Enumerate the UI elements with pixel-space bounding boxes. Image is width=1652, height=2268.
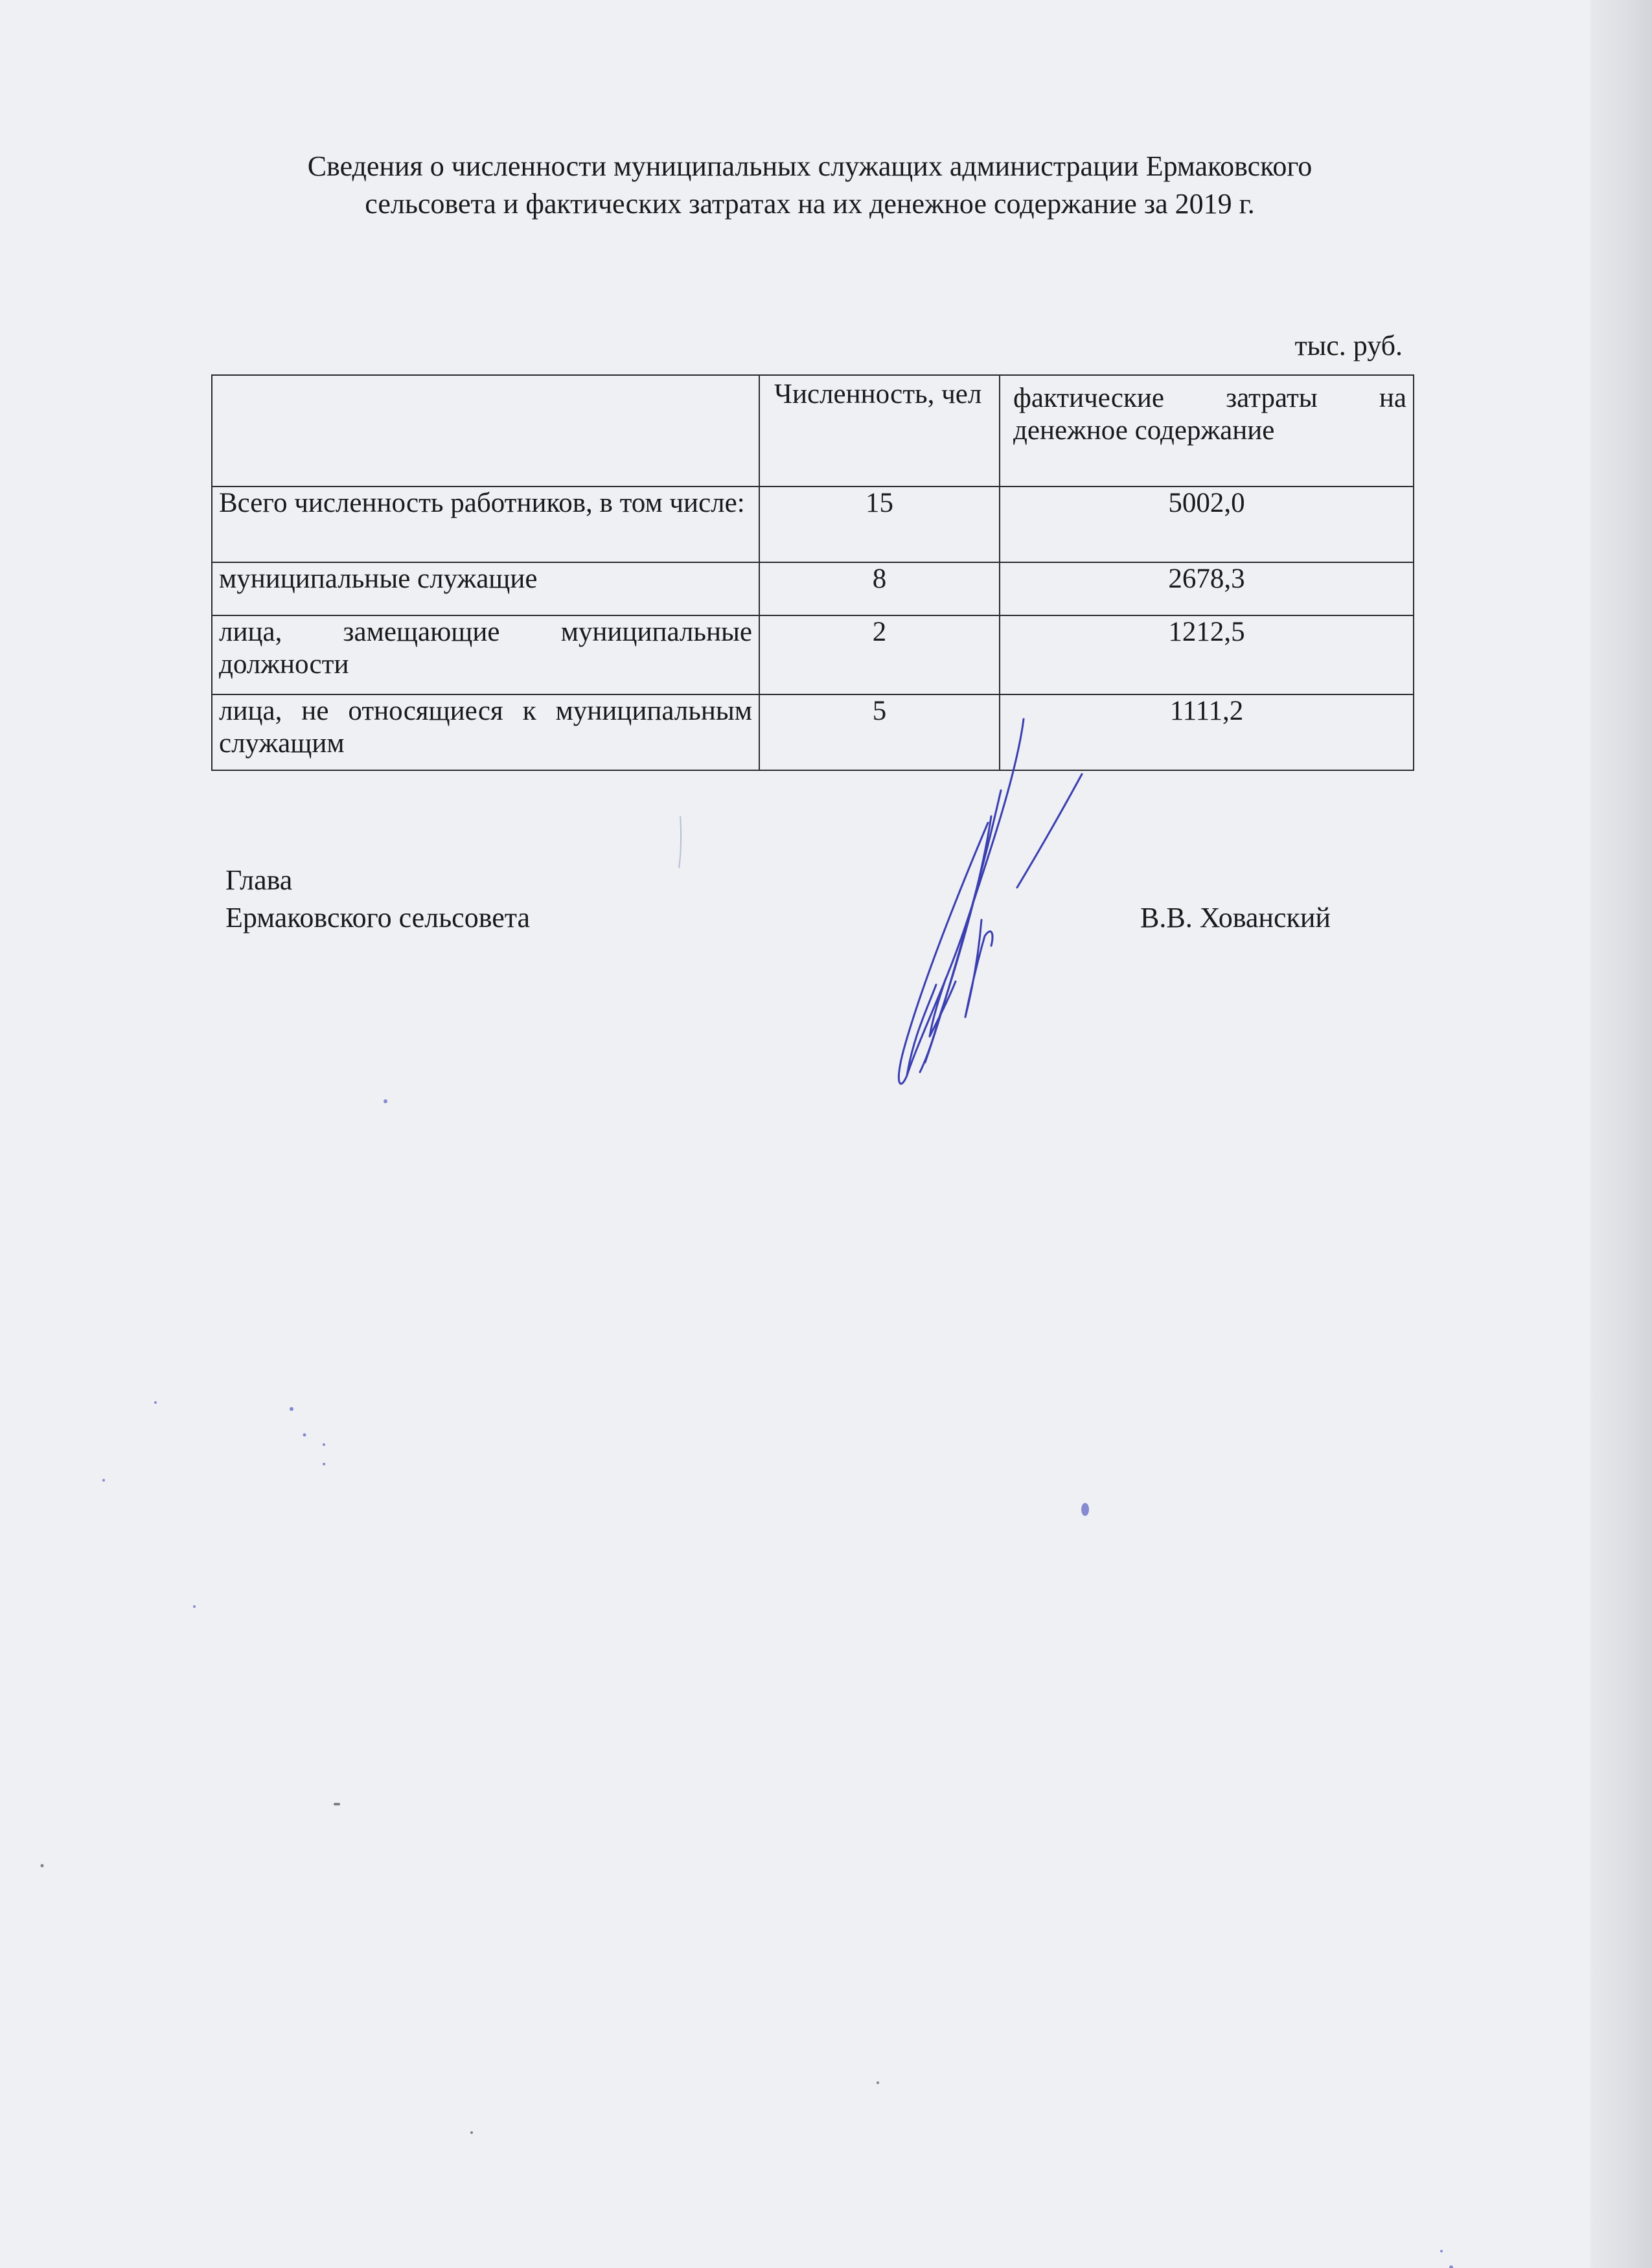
row-label: муниципальные служащие [212,562,759,615]
signatory-name: В.В. Хованский [1140,902,1331,934]
table-row-non-municipal [212,694,1414,770]
document-title [214,148,1406,223]
table-row-municipal-employees [212,562,1414,615]
row-count: 2 [759,615,1000,694]
table-row-municipal-positions [212,615,1414,694]
units-label: тыс. руб. [1294,330,1403,361]
signatory-position-line-1: Глава [225,864,293,896]
header-cost: фактические затраты на денежное содержание [1000,375,1414,487]
row-count: 5 [759,694,1000,770]
row-cost: 1212,5 [1000,615,1414,694]
row-cost: 5002,0 [1000,487,1414,562]
row-label: лица, не относящиеся к муниципальным служащим [212,694,759,770]
header-empty-cell [212,375,759,487]
page-edge-shadow [1590,0,1652,2268]
row-cost: 1111,2 [1000,694,1414,770]
table-header-row [212,375,1414,487]
document-title-line-1: Сведения о численности муниципальных служащих администрации Ермаковского [307,150,1313,182]
staff-cost-table [211,374,1414,771]
header-count: Численность, чел [759,375,1000,487]
row-count: 8 [759,562,1000,615]
handwritten-signature [868,713,1101,1088]
row-cost: 2678,3 [1000,562,1414,615]
signatory-position [225,862,530,937]
row-label: лица, замещающие муниципальные должности [212,615,759,694]
row-count: 15 [759,487,1000,562]
document-title-line-2: сельсовета и фактических затратах на их денежное содержание за 2019 г. [365,188,1255,220]
row-label: Всего численность работников, в том числе: [212,487,759,562]
signatory-position-line-2: Ермаковского сельсовета [225,902,531,934]
table-row-total [212,487,1414,562]
